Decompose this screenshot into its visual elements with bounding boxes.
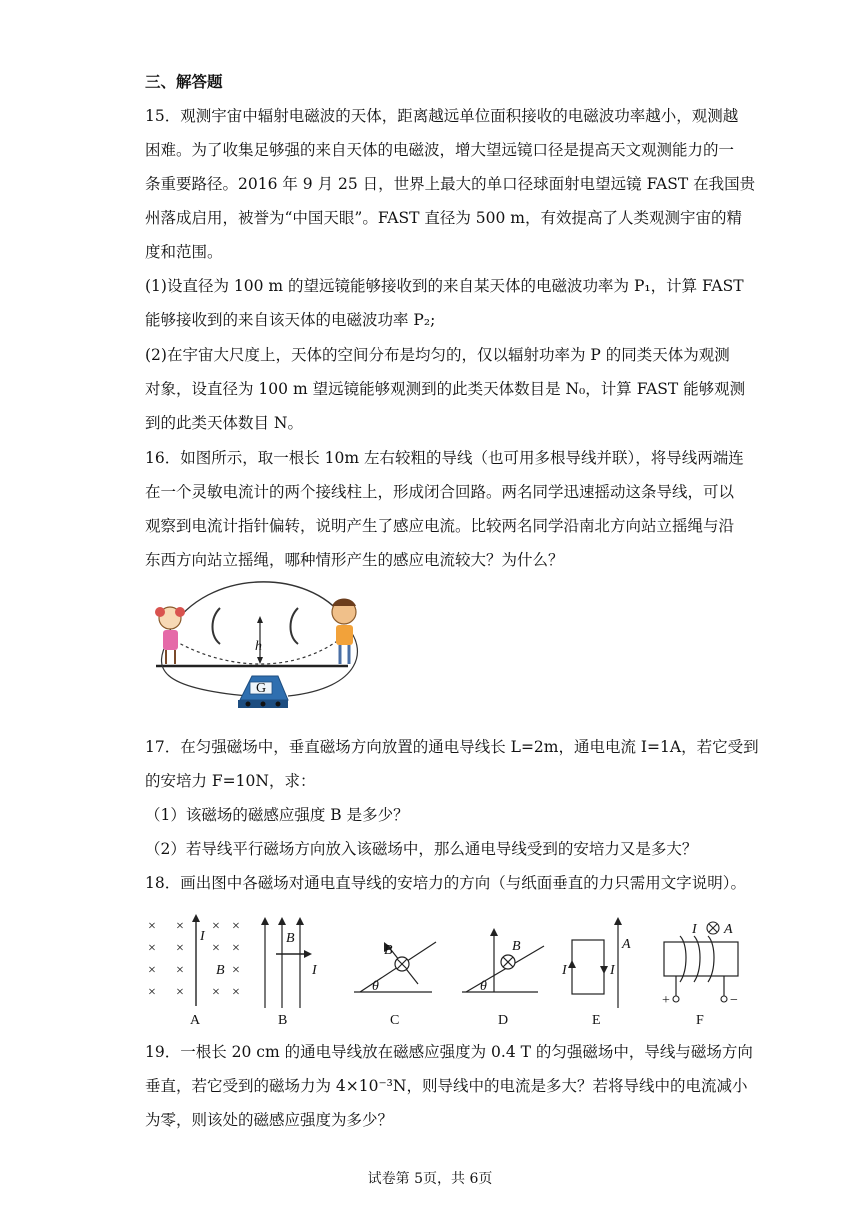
svg-text:×: × [212,919,220,934]
panel-e-label: E [592,1013,601,1028]
q17-part2: （2）若导线平行磁场方向放入该磁场中，那么通电导线受到的安培力又是多大？ [145,840,698,858]
panel-c [354,942,436,1028]
svg-text:×: × [232,985,240,1000]
svg-text:×: × [148,941,156,956]
panel-b [261,917,318,1028]
panel-f-current: I [692,922,697,937]
panel-e-current-right: I [610,963,615,978]
q15-part2-line-1: (2)在宇宙大尺度上，天体的空间分布是均匀的，仅以辐射功率为 P 的同类天体为观测 [145,346,730,364]
galvanometer [238,676,288,708]
svg-text:×: × [148,963,156,978]
svg-text:×: × [232,919,240,934]
svg-text:×: × [176,963,184,978]
panel-d-angle: θ [480,979,487,994]
q16-line-2: 在一个灵敏电流计的两个接线柱上，形成闭合回路。两名同学迅速摇动这条导线，可以 [145,483,735,501]
svg-text:×: × [176,919,184,934]
panel-f-label: F [696,1013,704,1028]
svg-text:×: × [232,963,240,978]
girl-figure [155,607,185,664]
panel-b-field: B [286,931,295,946]
panel-d-label: D [498,1013,509,1028]
h-arrow-head-up [257,616,263,623]
panel-a-label: A [190,1013,201,1028]
rope-upper-arc [170,582,344,630]
svg-text:×: × [212,985,220,1000]
q15-part2-line-3: 到的此类天体数目 N。 [145,414,303,432]
q17-line-1: 17．在匀强磁场中，垂直磁场方向放置的通电导线长 L=2m，通电电流 I=1A，若它受到 [145,738,759,756]
panel-e [561,917,631,1028]
q19-line-3: 为零，则该处的磁感应强度为多少？ [145,1111,394,1129]
panel-f [662,922,738,1028]
h-arrow-head-down [257,657,263,664]
panel-f-minus: − [730,993,738,1008]
section-heading: 三、解答题 [145,72,223,91]
h-label: h [255,639,262,654]
panel-a-field: B [216,963,225,978]
motion-arc-right [291,608,299,644]
q15-line-1: 15．观测宇宙中辐射电磁波的天体，距离越远单位面积接收的电磁波功率越小，观测越 [145,107,739,125]
panel-a [148,914,240,1028]
galvanometer-label: G [256,681,267,696]
q17-part1: （1）该磁场的磁感应强度 B 是多少？ [145,806,409,824]
q15-part1-line-1: (1)设直径为 100 m 的望远镜能够接收到的来自某天体的电磁波功率为 P₁，计算 FAST [145,277,744,295]
panel-e-area-label: A [622,937,631,952]
q15-line-3: 条重要路径。2016 年 9 月 25 日，世界上最大的单口径球面射电望远镜 FAST 在我国贵 [145,175,756,193]
q15-line-5: 度和范围。 [145,243,223,261]
svg-text:×: × [232,941,240,956]
panel-f-plus: + [662,993,670,1008]
panel-c-label: C [390,1013,400,1028]
svg-text:×: × [176,941,184,956]
q18-line-1: 18．画出图中各磁场对通电直导线的安培力的方向（与纸面垂直的力只需用文字说明）。 [145,874,746,892]
svg-text:×: × [176,985,184,1000]
panel-d [462,928,544,1028]
page-footer: 试卷第 5页，共 6页 [367,1171,493,1187]
svg-text:×: × [148,919,156,934]
q19-line-2: 垂直，若它受到的磁场力为 4×10⁻³N，则导线中的电流是多大？若将导线中的电流减小 [145,1077,748,1095]
ampere-force-figure [140,912,750,1028]
q16-line-3: 观察到电流计指针偏转，说明产生了感应电流。比较两名同学沿南北方向站立摇绳与沿 [145,517,735,535]
q17-line-2: 的安培力 F=10N，求： [145,772,316,790]
panel-a-current: I [200,929,205,944]
panel-a-crosses [148,919,240,1000]
panel-c-angle: θ [372,979,379,994]
panel-c-field: B [384,943,393,958]
q15-line-2: 困难。为了收集足够强的来自天体的电磁波，增大望远镜口径是提高天文观测能力的一 [145,141,735,159]
panel-d-field: B [512,939,521,954]
rope-swing-figure [148,578,378,718]
q19-line-1: 19．一根长 20 cm 的通电导线放在磁感应强度为 0.4 T 的匀强磁场中，导线与磁场方向 [145,1043,753,1061]
panel-b-label: B [278,1013,288,1028]
svg-text:×: × [148,985,156,1000]
panel-e-current-left: I [562,963,567,978]
q15-part1-line-2: 能够接收到的来自该天体的电磁波功率 P₂; [145,311,436,329]
motion-arc-left [213,608,221,644]
q16-line-4: 东西方向站立摇绳，哪种情形产生的感应电流较大？为什么？ [145,551,564,569]
panel-f-area-label: A [724,922,733,937]
q15-part2-line-2: 对象，设直径为 100 m 望远镜能够观测到的此类天体数目是 N₀，计算 FAST 能够观测 [145,380,746,398]
svg-text:×: × [212,941,220,956]
q15-line-4: 州落成启用，被誉为“中国天眼”。FAST 直径为 500 m，有效提高了人类观测宇宙的精 [145,209,742,227]
boy-figure [332,599,356,665]
panel-b-current: I [312,963,317,978]
q16-line-1: 16．如图所示，取一根长 10m 左右较粗的导线（也可用多根导线并联），将导线两端连 [145,449,744,467]
